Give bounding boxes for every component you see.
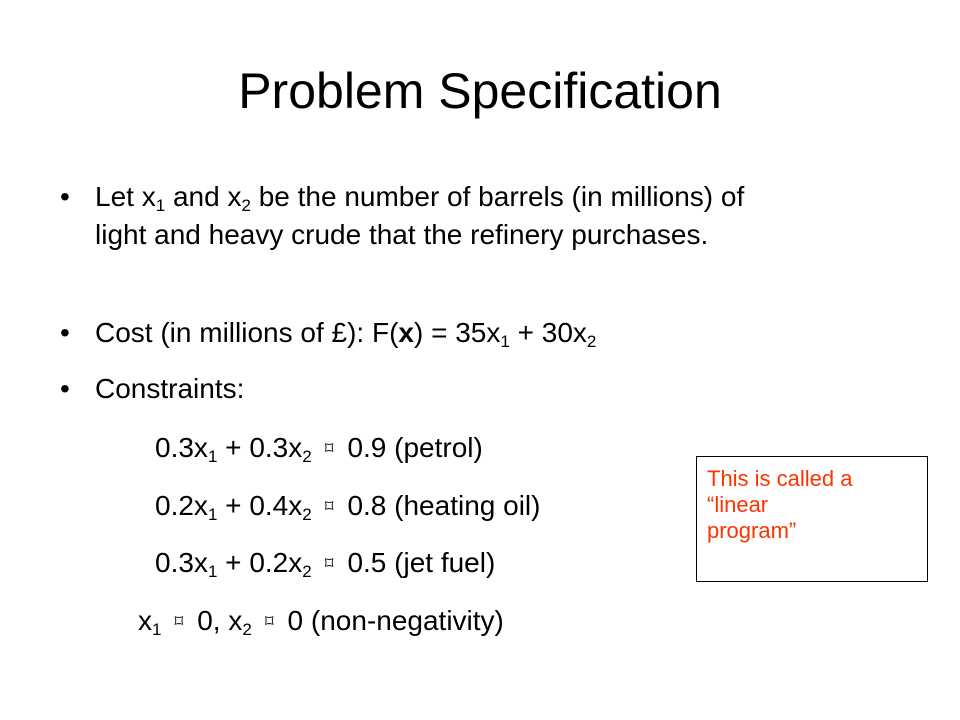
text: be the number of barrels (in millions) of light and heavy crude that the refinery purchases. xyxy=(95,181,745,250)
constraint-heating-oil xyxy=(155,487,540,526)
text: Let x xyxy=(95,181,156,212)
relation-symbol: ⌑ xyxy=(264,612,274,632)
text: + 0.3x xyxy=(217,432,303,463)
text: 0, x xyxy=(197,605,243,636)
text: 0.5 (jet fuel) xyxy=(347,547,496,578)
linear-program-callout xyxy=(696,456,928,582)
text: 0.3x xyxy=(155,432,208,463)
bullet-cost-function xyxy=(60,314,780,370)
text: 0.9 (petrol) xyxy=(347,432,483,463)
text: + 0.2x xyxy=(217,547,303,578)
slide-title: Problem Specification xyxy=(238,63,722,119)
bullet-variables-definition xyxy=(60,178,780,314)
relation-symbol: ⌑ xyxy=(324,439,334,459)
bullet-constraints-heading: • Constraints: xyxy=(60,370,780,408)
text: + 30x xyxy=(509,317,587,348)
subscript: 2 xyxy=(241,196,251,215)
subscript: 2 xyxy=(586,332,597,351)
subscript: 1 xyxy=(500,332,510,351)
constraint-non-negativity xyxy=(138,602,504,641)
constraint-petrol xyxy=(155,429,483,468)
text: x xyxy=(138,605,152,636)
relation-symbol: ⌑ xyxy=(174,612,184,632)
text: 0.2x xyxy=(155,490,208,521)
text: 0 (non-negativity) xyxy=(287,605,504,636)
text: Cost (in millions of £): F( xyxy=(95,317,399,348)
subscript: 2 xyxy=(302,447,312,466)
relation-symbol: ⌑ xyxy=(324,554,334,574)
callout-line: This is called a xyxy=(707,466,853,491)
subscript: 2 xyxy=(302,562,312,581)
constraint-jet-fuel xyxy=(155,544,495,583)
text: ) = 35x xyxy=(413,317,501,348)
bold-vector-x: x xyxy=(398,317,414,348)
subscript: 1 xyxy=(152,620,162,639)
subscript: 1 xyxy=(207,447,218,466)
callout-line: “linear xyxy=(707,492,769,517)
subscript: 1 xyxy=(155,196,166,215)
text: 0.8 (heating oil) xyxy=(347,490,541,521)
bullet-list xyxy=(60,178,780,408)
subscript: 2 xyxy=(302,505,312,524)
subscript: 1 xyxy=(207,562,218,581)
relation-symbol: ⌑ xyxy=(324,497,334,517)
subscript: 2 xyxy=(242,620,252,639)
text: 0.3x xyxy=(155,547,208,578)
callout-line: program” xyxy=(707,518,797,543)
text: + 0.4x xyxy=(217,490,303,521)
text: and x xyxy=(165,181,242,212)
subscript: 1 xyxy=(207,505,218,524)
